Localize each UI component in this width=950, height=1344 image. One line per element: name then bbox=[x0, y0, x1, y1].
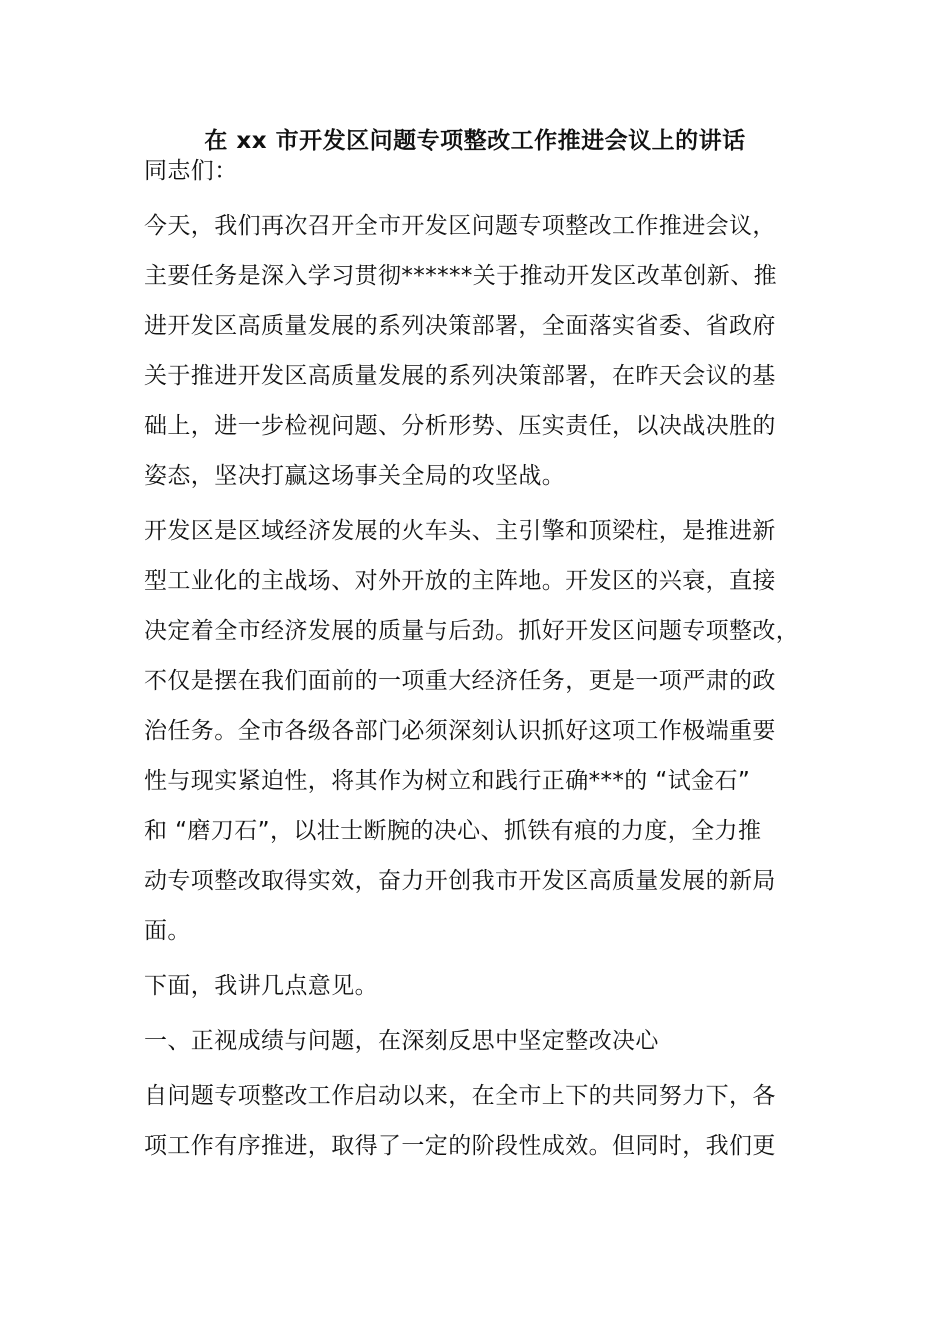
section-heading: 一、正视成绩与问题，在深刻反思中坚定整改决心 bbox=[144, 1028, 659, 1054]
paragraph-line: 治任务。全市各级各部门必须深刻认识抓好这项工作极端重要 bbox=[144, 718, 776, 744]
paragraph-line: 姿态，坚决打赢这场事关全局的攻坚战。 bbox=[144, 463, 566, 489]
paragraph-line: 动专项整改取得实效，奋力开创我市开发区高质量发展的新局 bbox=[144, 868, 776, 894]
paragraph-line: 关于推进开发区高质量发展的系列决策部署，在昨天会议的基 bbox=[144, 363, 776, 389]
paragraph-line: 今天，我们再次召开全市开发区问题专项整改工作推进会议， bbox=[144, 213, 776, 239]
document-title: 在 xx 市开发区问题专项整改工作推进会议上的讲话 bbox=[204, 128, 746, 154]
paragraph-line: 项工作有序推进，取得了一定的阶段性成效。但同时，我们更 bbox=[144, 1133, 776, 1159]
paragraph-line: 下面，我讲几点意见。 bbox=[144, 973, 378, 999]
paragraph-line: 性与现实紧迫性，将其作为树立和践行正确***的 “试金石” bbox=[144, 768, 751, 794]
salutation: 同志们： bbox=[144, 158, 238, 184]
paragraph-line: 主要任务是深入学习贯彻******关于推动开发区改革创新、推 bbox=[144, 263, 777, 289]
paragraph-line: 型工业化的主战场、对外开放的主阵地。开发区的兴衰，直接 bbox=[144, 568, 776, 594]
paragraph-line: 和 “磨刀石”，以壮士断腕的决心、抓铁有痕的力度，全力推 bbox=[144, 818, 762, 844]
paragraph-line: 开发区是区域经济发展的火车头、主引擎和顶梁柱，是推进新 bbox=[144, 518, 776, 544]
paragraph-line: 础上，进一步检视问题、分析形势、压实责任，以决战决胜的 bbox=[144, 413, 776, 439]
paragraph-line: 自问题专项整改工作启动以来，在全市上下的共同努力下，各 bbox=[144, 1083, 776, 1109]
paragraph-line: 不仅是摆在我们面前的一项重大经济任务，更是一项严肃的政 bbox=[144, 668, 776, 694]
paragraph-line: 决定着全市经济发展的质量与后劲。抓好开发区问题专项整改， bbox=[144, 618, 800, 644]
paragraph-line: 进开发区高质量发展的系列决策部署，全面落实省委、省政府 bbox=[144, 313, 776, 339]
paragraph-line: 面。 bbox=[144, 918, 191, 944]
